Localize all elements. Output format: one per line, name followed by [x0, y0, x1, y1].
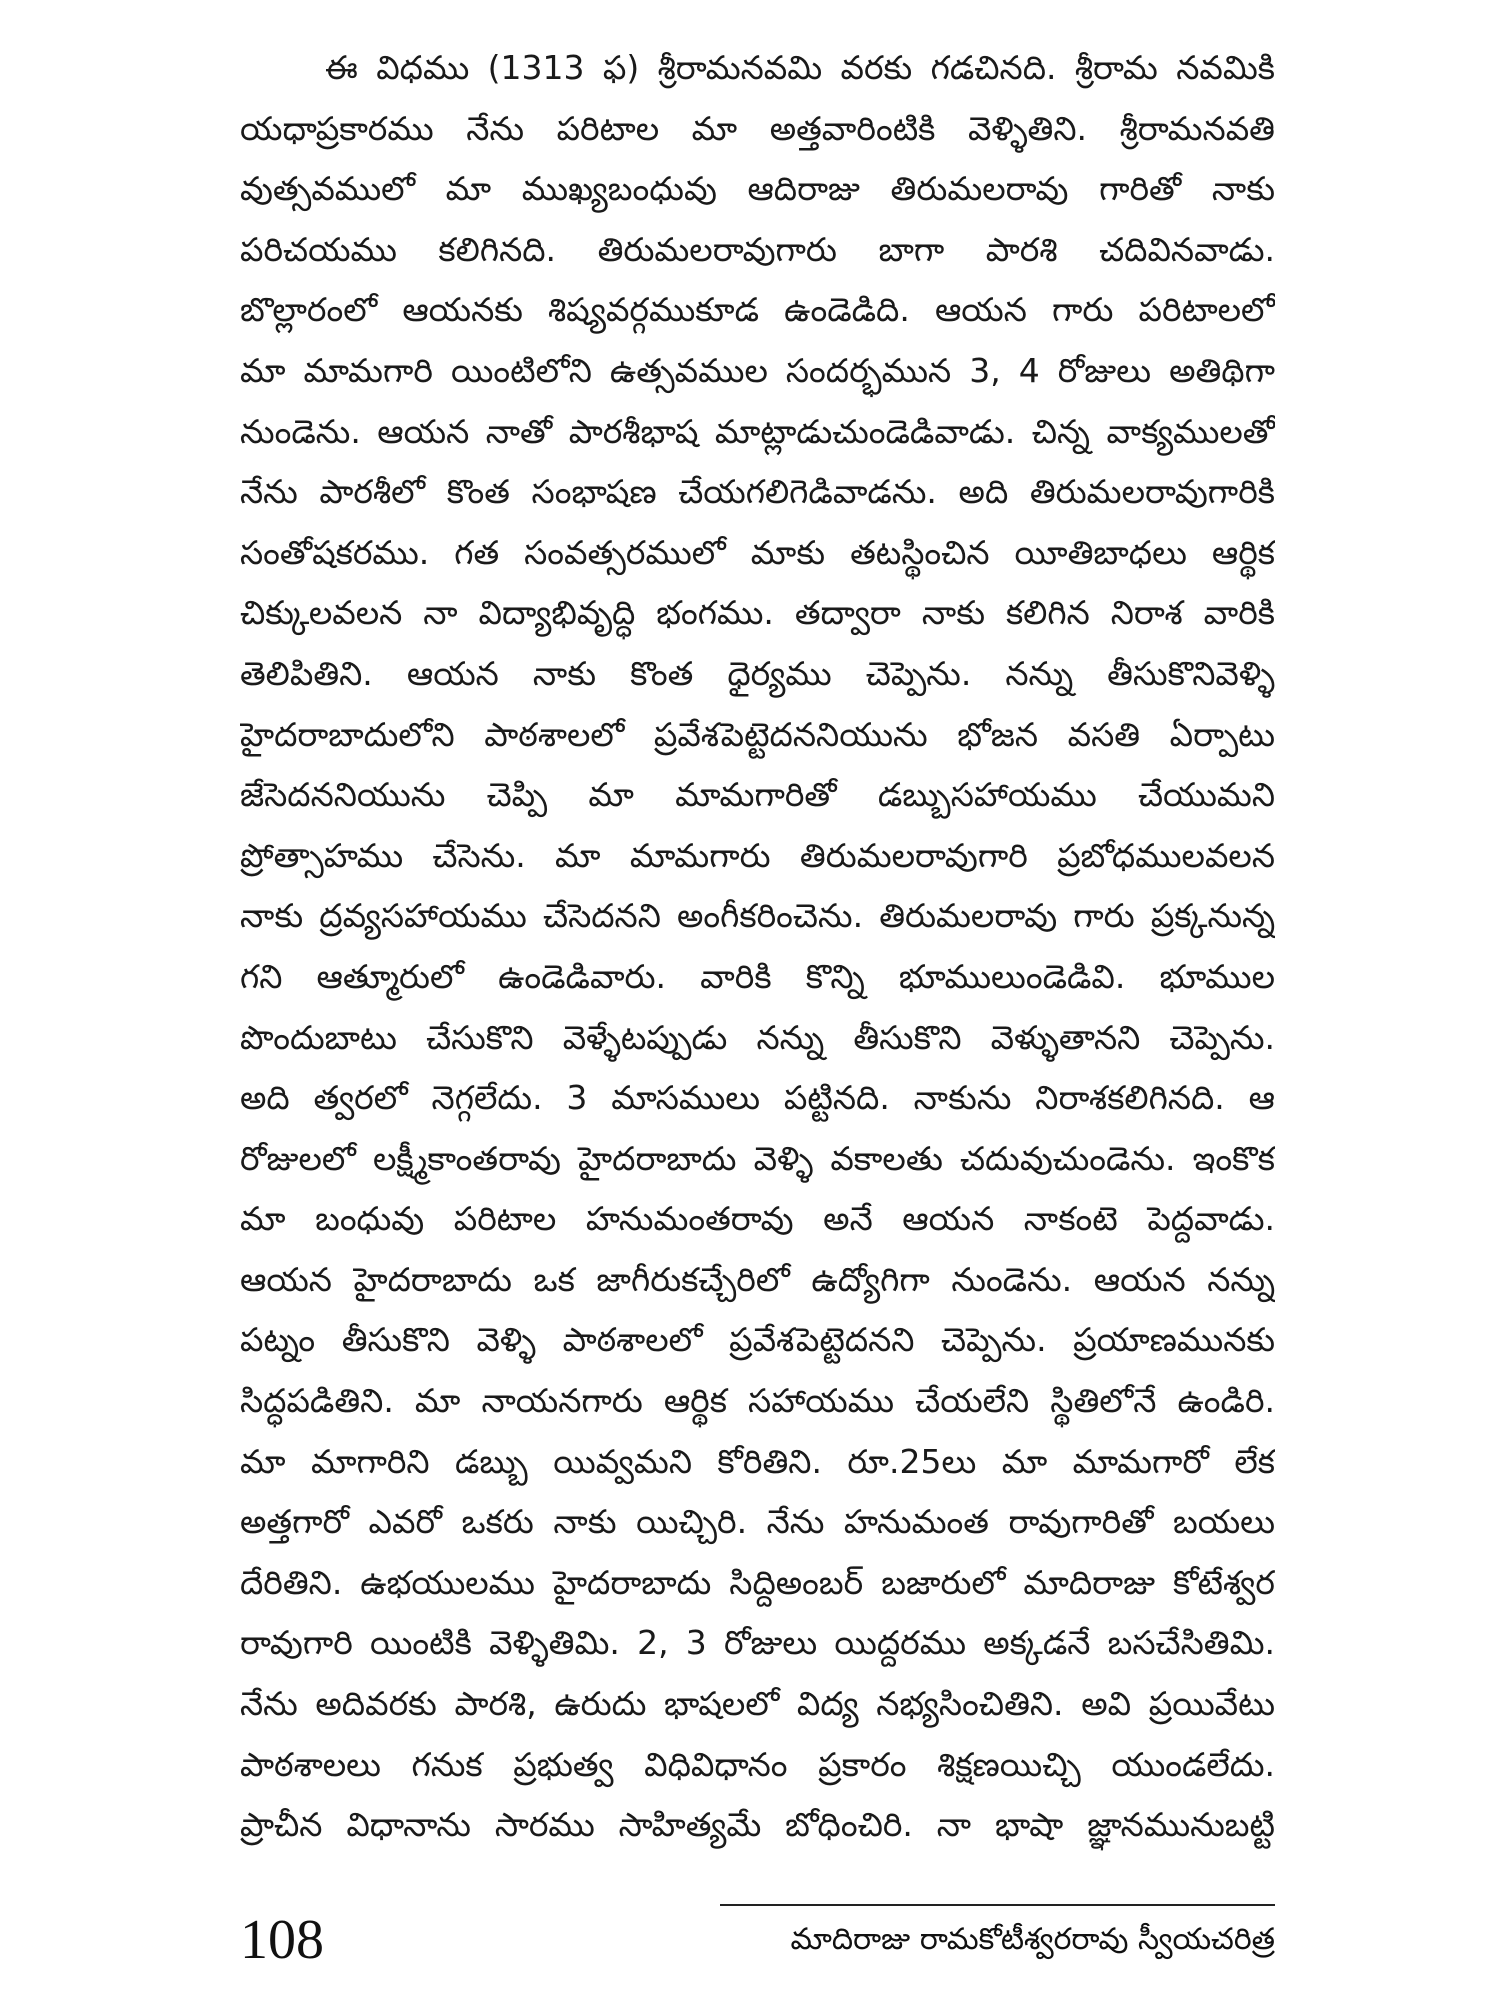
text-line: ఈ విధము (1313 ఫ) శ్రీరామనవమి వరకు గడచినది. శ్రీరామ నవమికి: [325, 48, 1275, 87]
text-line: నేను పారశీలో కొంత సంభాషణ చేయగలిగెడివాడను. అది తిరుమలరావుగారికి: [240, 472, 1275, 512]
body-text: [240, 38, 1275, 1856]
text-line: యధాప్రకారము నేను పరిటాల మా అత్తవారింటికి వెళ్ళితిని. శ్రీరామనవతి: [240, 108, 1275, 148]
text-line: హైదరాబాదులోని పాఠశాలలో ప్రవేశపెట్టెదననియును భోజన వసతి ఏర్పాటు: [240, 714, 1275, 754]
text-line: దేరితిని. ఉభయులము హైదరాబాదు సిద్దిఅంబర్ బజారులో మాదిరాజు కోటేశ్వర: [240, 1562, 1275, 1602]
text-line: నేను అదివరకు పారశి, ఉరుదు భాషలలో విద్య నభ్యసించితిని. అవి ప్రయివేటు: [240, 1684, 1275, 1724]
text-line: గని ఆత్మూరులో ఉండెడివారు. వారికి కొన్ని భూములుండెడివి. భూముల: [240, 956, 1275, 996]
page-number: 108: [240, 1909, 324, 1971]
text-line: నుండెను. ఆయన నాతో పారశీభాష మాట్లాడుచుండెడివాడు. చిన్న వాక్యములతో: [240, 411, 1275, 451]
text-line: ప్రోత్సాహము చేసెను. మా మామగారు తిరుమలరావుగారి ప్రబోధములవలన: [240, 835, 1275, 875]
text-line: సంతోషకరము. గత సంవత్సరములో మాకు తటస్థించిన యీతిబాధలు ఆర్థిక: [240, 532, 1275, 572]
text-line: పరిచయము కలిగినది. తిరుమలరావుగారు బాగా పారశి చదివినవాడు.: [240, 229, 1275, 269]
text-line: జేసెదననియును చెప్పి మా మామగారితో డబ్బుసహాయము చేయుమని: [240, 775, 1275, 815]
footer-divider: [720, 1904, 1275, 1906]
running-footer-title: మాదిరాజు రామకోటీశ్వరరావు స్వీయచరిత్ర: [790, 1922, 1275, 1957]
text-line: వుత్సవములో మా ముఖ్యబంధువు ఆదిరాజు తిరుమలరావు గారితో నాకు: [240, 169, 1275, 209]
text-line: మా బంధువు పరిటాల హనుమంతరావు అనే ఆయన నాకంటె పెద్దవాడు.: [240, 1199, 1275, 1239]
text-line: పొందుబాటు చేసుకొని వెళ్ళేటప్పుడు నన్ను తీసుకొని వెళ్ళుతానని చెప్పెను.: [240, 1017, 1275, 1057]
text-line: నాకు ద్రవ్యసహాయము చేసెదనని అంగీకరించెను. తిరుమలరావు గారు ప్రక్కనున్న: [240, 896, 1275, 936]
text-line: తెలిపితిని. ఆయన నాకు కొంత ధైర్యము చెప్పెను. నన్ను తీసుకొనివెళ్ళి: [240, 653, 1275, 693]
text-line: అది త్వరలో నెగ్గలేదు. 3 మాసములు పట్టినది. నాకును నిరాశకలిగినది. ఆ: [240, 1078, 1275, 1118]
text-line: అత్తగారో ఎవరో ఒకరు నాకు యిచ్చిరి. నేను హనుమంత రావుగారితో బయలు: [240, 1502, 1275, 1542]
text-line: రావుగారి యింటికి వెళ్ళితిమి. 2, 3 రోజులు యిద్దరము అక్కడనే బసచేసితిమి.: [240, 1623, 1275, 1663]
text-line: చిక్కులవలన నా విద్యాభివృద్ధి భంగము. తద్వారా నాకు కలిగిన నిరాశ వారికి: [240, 593, 1275, 633]
text-line: మా మాగారిని డబ్బు యివ్వమని కోరితిని. రూ.25లు మా మామగారో లేక: [240, 1441, 1275, 1481]
text-line: ఆయన హైదరాబాదు ఒక జాగీరుకచ్చేరిలో ఉద్యోగిగా నుండెను. ఆయన నన్ను: [240, 1259, 1275, 1299]
text-line: బొల్లారంలో ఆయనకు శిష్యవర్గముకూడ ఉండెడిది. ఆయన గారు పరిటాలలో: [240, 290, 1275, 330]
text-line: పట్నం తీసుకొని వెళ్ళి పాఠశాలలో ప్రవేశపెట్టెదనని చెప్పెను. ప్రయాణమునకు: [240, 1320, 1275, 1360]
text-line: మా మామగారి యింటిలోని ఉత్సవముల సందర్భమున 3, 4 రోజులు అతిథిగా: [240, 350, 1275, 390]
text-line: ప్రాచీన విధానాను సారము సాహిత్యమే బోధించిరి. నా భాషా జ్ఞానమునుబట్టి: [240, 1805, 1275, 1845]
text-line: రోజులలో లక్ష్మీకాంతరావు హైదరాబాదు వెళ్ళి వకాలతు చదువుచుండెను. ఇంకొక: [240, 1138, 1275, 1178]
text-line: సిద్ధపడితిని. మా నాయనగారు ఆర్థిక సహాయము చేయలేని స్థితిలోనే ఉండిరి.: [240, 1381, 1275, 1421]
text-line: పాఠశాలలు గనుక ప్రభుత్వ విధివిధానం ప్రకారం శిక్షణయిచ్చి యుండలేదు.: [240, 1744, 1275, 1784]
